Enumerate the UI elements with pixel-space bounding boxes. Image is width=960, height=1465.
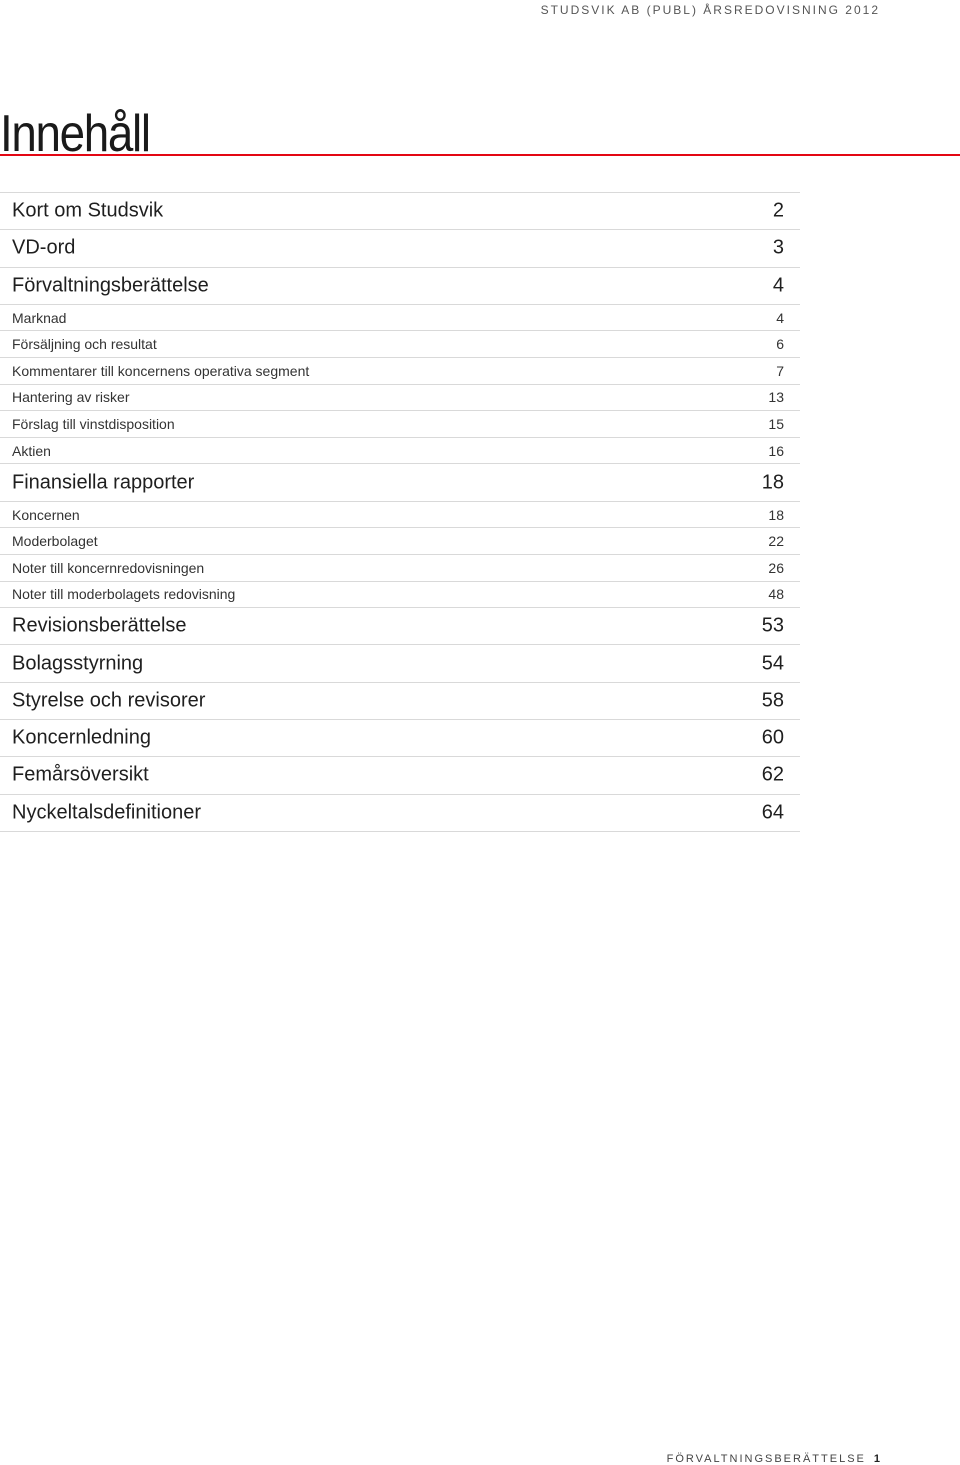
toc-subentry[interactable] bbox=[0, 358, 800, 385]
toc-entry-page-number: 58 bbox=[761, 689, 784, 712]
toc-entry-page-number: 2 bbox=[772, 199, 784, 222]
footer-section: FÖRVALTNINGSBERÄTTELSE bbox=[666, 1453, 866, 1465]
toc-subentry[interactable] bbox=[0, 438, 800, 465]
toc-entry-label: Förslag till vinstdisposition bbox=[12, 416, 175, 433]
toc-subentry[interactable] bbox=[0, 582, 800, 609]
toc-entry-page-number: 60 bbox=[761, 726, 784, 749]
toc-entry[interactable] bbox=[0, 795, 800, 832]
page-title: Innehåll bbox=[0, 105, 150, 163]
title-rule bbox=[0, 154, 960, 156]
toc-subentry[interactable] bbox=[0, 305, 800, 332]
toc-entry-label: Marknad bbox=[12, 309, 67, 326]
toc-entry-label: Finansiella rapporter bbox=[12, 471, 195, 494]
toc-subentry[interactable] bbox=[0, 528, 800, 555]
toc-entry-label: Försäljning och resultat bbox=[12, 336, 157, 353]
toc-entry-label: Revisionsberättelse bbox=[12, 614, 187, 637]
toc-entry[interactable] bbox=[0, 720, 800, 757]
toc-entry-label: Nyckeltalsdefinitioner bbox=[12, 801, 201, 824]
toc-entry-label: Kommentarer till koncernens operativa segment bbox=[12, 362, 310, 379]
toc-entry[interactable] bbox=[0, 645, 800, 682]
running-header: STUDSVIK AB (PUBL) ÅRSREDOVISNING 2012 bbox=[540, 3, 880, 17]
toc-subentry[interactable] bbox=[0, 331, 800, 358]
toc-entry-label: Noter till moderbolagets redovisning bbox=[12, 586, 236, 603]
toc-entry-page-number: 26 bbox=[768, 559, 784, 576]
footer-page-number: 1 bbox=[873, 1453, 880, 1465]
toc-entry-page-number: 6 bbox=[776, 336, 784, 353]
toc-entry-page-number: 3 bbox=[772, 236, 784, 259]
toc-entry-page-number: 16 bbox=[768, 442, 784, 459]
toc-subentry[interactable] bbox=[0, 385, 800, 412]
running-footer bbox=[667, 1453, 880, 1465]
toc-subentry[interactable] bbox=[0, 502, 800, 529]
toc-entry-label: Koncernen bbox=[12, 506, 80, 523]
toc-entry[interactable] bbox=[0, 268, 800, 305]
toc-entry[interactable] bbox=[0, 193, 800, 230]
toc-entry[interactable] bbox=[0, 757, 800, 794]
toc-entry-label: Styrelse och revisorer bbox=[12, 689, 206, 712]
toc-entry-page-number: 7 bbox=[776, 362, 784, 379]
toc-entry-page-number: 4 bbox=[772, 274, 784, 297]
toc-entry-label: Koncernledning bbox=[12, 726, 151, 749]
toc-entry-page-number: 54 bbox=[761, 652, 784, 675]
toc-entry-label: Moderbolaget bbox=[12, 533, 98, 550]
toc-entry-page-number: 53 bbox=[761, 614, 784, 637]
toc-entry-label: Kort om Studsvik bbox=[12, 199, 164, 222]
toc-entry-label: Bolagsstyrning bbox=[12, 652, 144, 675]
toc-entry[interactable] bbox=[0, 608, 800, 645]
toc-entry-label: Förvaltningsberättelse bbox=[12, 274, 209, 297]
toc-entry[interactable] bbox=[0, 683, 800, 720]
toc-entry-page-number: 64 bbox=[761, 801, 784, 824]
toc-entry-label: Aktien bbox=[12, 442, 51, 459]
toc-entry-label: Hantering av risker bbox=[12, 389, 130, 406]
toc-entry-page-number: 48 bbox=[768, 586, 784, 603]
toc-entry-page-number: 13 bbox=[768, 389, 784, 406]
toc-entry-page-number: 22 bbox=[768, 533, 784, 550]
toc-entry-label: VD-ord bbox=[12, 236, 76, 259]
toc-entry-page-number: 18 bbox=[768, 506, 784, 523]
toc-subentry[interactable] bbox=[0, 555, 800, 582]
toc-entry-page-number: 15 bbox=[768, 416, 784, 433]
toc-subentry[interactable] bbox=[0, 411, 800, 438]
toc-entry-label: Femårsöversikt bbox=[12, 763, 149, 786]
toc-entry-page-number: 62 bbox=[761, 763, 784, 786]
toc-entry-label: Noter till koncernredovisningen bbox=[12, 559, 205, 576]
toc-entry-page-number: 18 bbox=[761, 471, 784, 494]
toc-entry[interactable] bbox=[0, 464, 800, 501]
toc-entry-page-number: 4 bbox=[776, 309, 784, 326]
table-of-contents bbox=[0, 192, 800, 832]
toc-entry[interactable] bbox=[0, 230, 800, 267]
